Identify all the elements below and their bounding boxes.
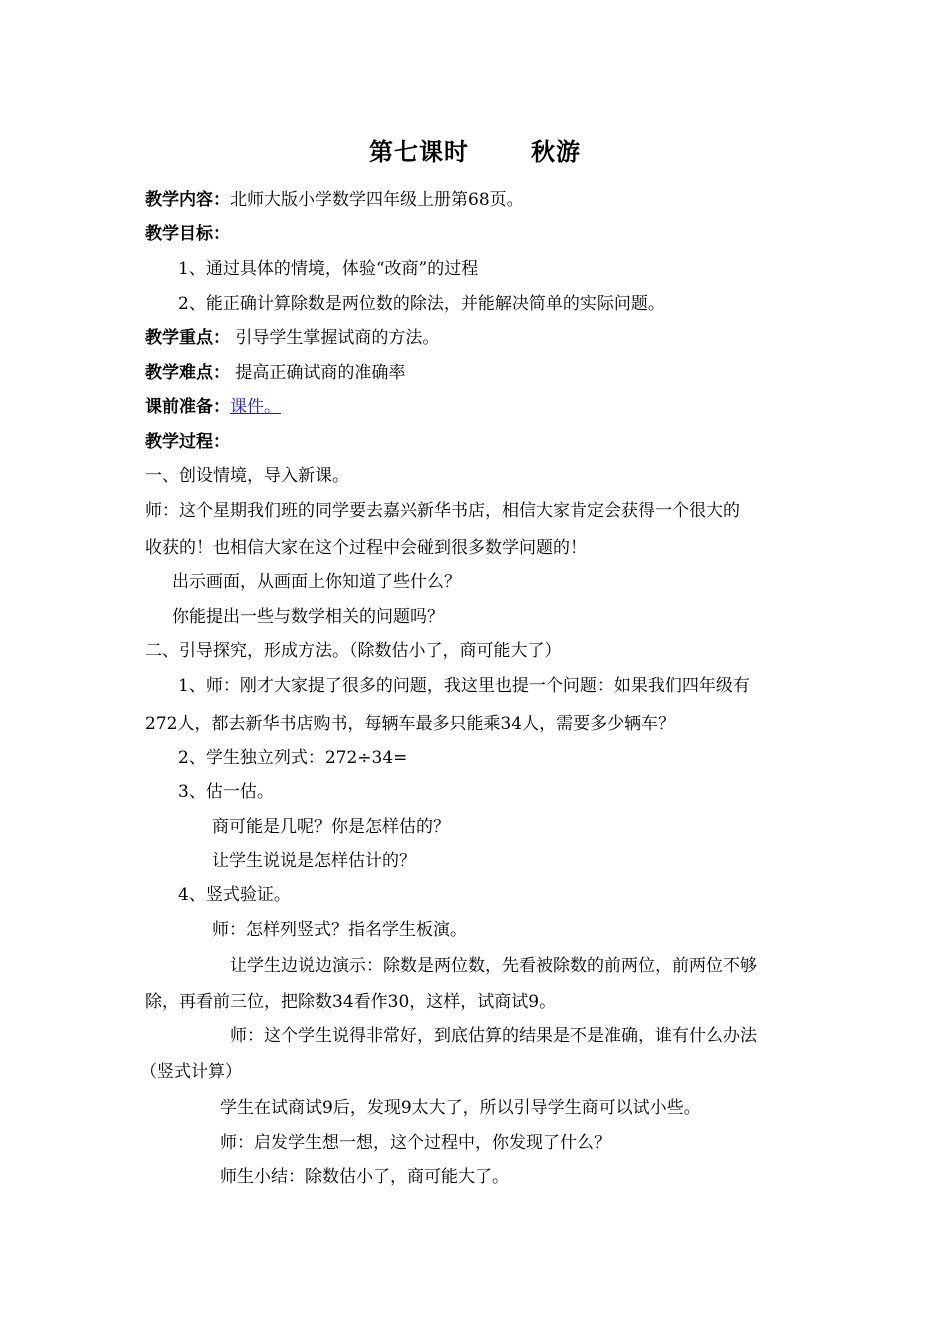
paragraph-line: 师生小结：除数估小了，商可能大了。 bbox=[220, 1167, 509, 1187]
content-label: 教学内容： bbox=[145, 190, 230, 210]
step-item: 2、学生独立列式：272÷34= bbox=[178, 748, 408, 768]
paragraph-line: 师：这个学生说得非常好，到底估算的结果是不是准确，谁有什么办法 bbox=[230, 1026, 757, 1046]
content-text: 北师大版小学数学四年级上册第68页。 bbox=[230, 190, 524, 210]
section-heading: 一、创设情境，导入新课。 bbox=[145, 466, 349, 486]
difficulty-label: 教学难点： bbox=[145, 363, 230, 383]
paragraph-line: 师：这个星期我们班的同学要去嘉兴新华书店，相信大家肯定会获得一个很大的 bbox=[145, 501, 740, 521]
key-point-row bbox=[145, 327, 439, 349]
preparation-row bbox=[145, 396, 281, 418]
paragraph-line: 让学生边说边演示：除数是两位数，先看被除数的前两位，前两位不够 bbox=[230, 956, 757, 976]
objective-item: 2、能正确计算除数是两位数的除法，并能解决简单的实际问题。 bbox=[178, 294, 665, 314]
process-label: 教学过程： bbox=[145, 432, 230, 452]
paragraph-line: 师：怎样列竖式？指名学生板演。 bbox=[212, 920, 467, 940]
paragraph-line: 出示画面，从画面上你知道了些什么？ bbox=[172, 572, 461, 592]
paragraph-line: 除，再看前三位，把除数34看作30，这样，试商试9。 bbox=[145, 992, 557, 1012]
objectives-label: 教学目标： bbox=[145, 224, 230, 244]
lesson-number: 第七课时 bbox=[369, 137, 469, 166]
content-row bbox=[145, 189, 524, 211]
difficulty-text: 提高正确试商的准确率 bbox=[230, 363, 406, 383]
paragraph-line: 学生在试商试9后，发现9太大了，所以引导学生商可以试小些。 bbox=[220, 1098, 701, 1118]
paragraph-line: 师：启发学生想一想，这个过程中，你发现了什么？ bbox=[220, 1133, 611, 1153]
paragraph-line: 272人，都去新华书店购书，每辆车最多只能乘34人，需要多少辆车？ bbox=[145, 714, 676, 734]
lesson-name: 秋游 bbox=[531, 137, 581, 166]
key-point-text: 引导学生掌握试商的方法。 bbox=[230, 328, 440, 348]
paragraph-line: （竖式计算） bbox=[140, 1062, 242, 1082]
step-item: 3、估一估。 bbox=[178, 782, 274, 802]
paragraph-line: 1、师：刚才大家提了很多的问题，我这里也提一个问题：如果我们四年级有 bbox=[178, 676, 750, 696]
paragraph-line: 商可能是几呢？你是怎样估的？ bbox=[212, 817, 450, 837]
step-item: 4、竖式验证。 bbox=[178, 885, 291, 905]
difficulty-row bbox=[145, 362, 405, 384]
paragraph-line: 你能提出一些与数学相关的问题吗？ bbox=[172, 607, 444, 627]
preparation-label: 课前准备： bbox=[145, 397, 230, 417]
objective-item: 1、通过具体的情境，体验“改商”的过程 bbox=[178, 259, 479, 279]
courseware-link[interactable]: 课件。 bbox=[230, 397, 281, 417]
key-point-label: 教学重点： bbox=[145, 328, 230, 348]
paragraph-line: 收获的！也相信大家在这个过程中会碰到很多数学问题的！ bbox=[145, 538, 587, 558]
section-heading: 二、引导探究，形成方法。（除数估小了，商可能大了） bbox=[145, 641, 562, 661]
paragraph-line: 让学生说说是怎样估计的？ bbox=[212, 851, 416, 871]
lesson-title bbox=[0, 132, 950, 167]
